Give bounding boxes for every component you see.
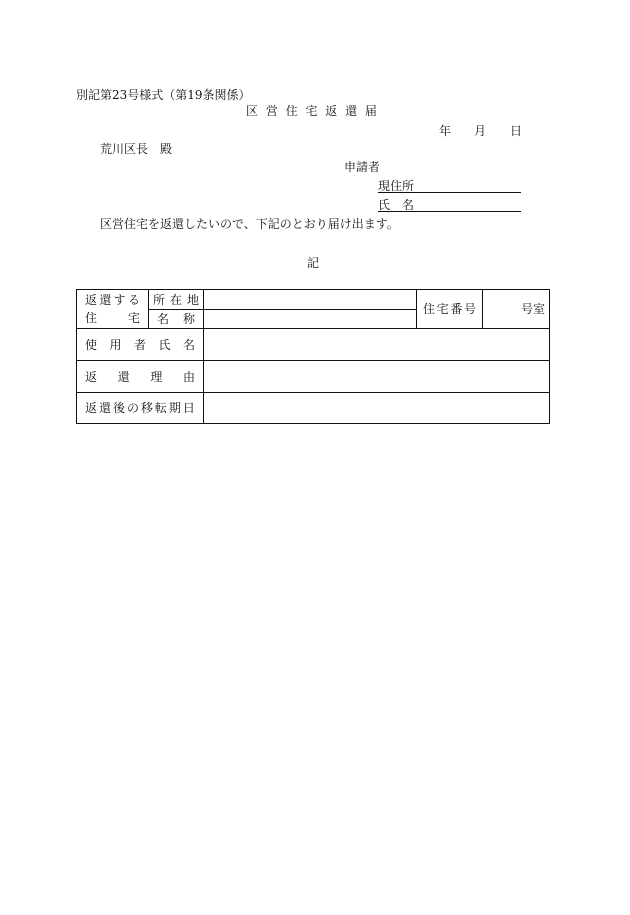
char: 宅	[127, 311, 140, 325]
char: 名	[157, 312, 170, 326]
location-input-cell[interactable]	[204, 290, 417, 310]
document-title: 区 営 住 宅 返 還 届	[246, 104, 379, 118]
char: 還	[98, 401, 111, 415]
date-month-label: 月	[474, 124, 487, 138]
char: 移	[140, 401, 153, 415]
date-day-label: 日	[510, 124, 523, 138]
user-name-input-cell[interactable]	[204, 329, 550, 361]
char: 理	[150, 369, 163, 384]
room-number-cell[interactable]	[483, 290, 550, 329]
char: 還	[99, 293, 112, 307]
housing-name-input-cell[interactable]	[204, 310, 417, 329]
user-name-label	[77, 329, 204, 361]
char: 称	[182, 312, 195, 326]
address-label: 現住所	[378, 179, 415, 193]
char: 氏	[158, 337, 171, 352]
char: 所	[153, 292, 166, 307]
return-reason-input-cell[interactable]	[204, 361, 550, 393]
room-suffix: 号室	[520, 302, 545, 316]
char: 還	[117, 369, 130, 384]
char: 住	[85, 311, 98, 325]
body-text: 区営住宅を返還したいので、下記のとおり届け出ます。	[100, 217, 399, 231]
char: 由	[182, 369, 195, 384]
char: 在	[169, 292, 182, 307]
returned-housing-label	[77, 290, 149, 329]
unit-number-label	[417, 290, 483, 329]
char: す	[113, 293, 126, 307]
char: 宅	[436, 302, 449, 316]
char: る	[127, 293, 140, 307]
housing-name-label	[149, 310, 204, 329]
return-reason-label	[77, 361, 204, 393]
name-label: 氏 名	[378, 198, 415, 212]
char: 返	[85, 369, 98, 384]
char: 号	[463, 302, 476, 316]
char: 者	[133, 337, 146, 352]
char: 地	[186, 292, 199, 307]
applicant-label: 申請者	[344, 160, 381, 174]
returned-housing-line2	[85, 311, 140, 325]
form-reference: 別記第23号様式（第19条関係）	[76, 88, 251, 102]
date-year-label: 年	[439, 124, 452, 138]
address-underline[interactable]	[378, 192, 521, 193]
char: 返	[85, 293, 98, 307]
return-form-table	[76, 289, 550, 424]
addressee: 荒川区長 殿	[100, 142, 173, 156]
returned-housing-line1	[85, 293, 140, 307]
char: 返	[85, 401, 98, 415]
char: 名	[182, 337, 195, 352]
char: の	[126, 401, 139, 415]
char: 後	[112, 401, 125, 415]
name-underline[interactable]	[378, 211, 521, 212]
char: 転	[154, 401, 167, 415]
char: 期	[168, 401, 181, 415]
location-label	[149, 290, 204, 310]
char: 番	[450, 302, 463, 316]
char: 日	[182, 401, 195, 415]
char: 用	[109, 337, 122, 352]
char: 使	[85, 337, 98, 352]
ki-heading: 記	[307, 256, 320, 270]
move-date-input-cell[interactable]	[204, 393, 550, 424]
move-date-label	[77, 393, 204, 424]
char: 住	[423, 302, 436, 316]
